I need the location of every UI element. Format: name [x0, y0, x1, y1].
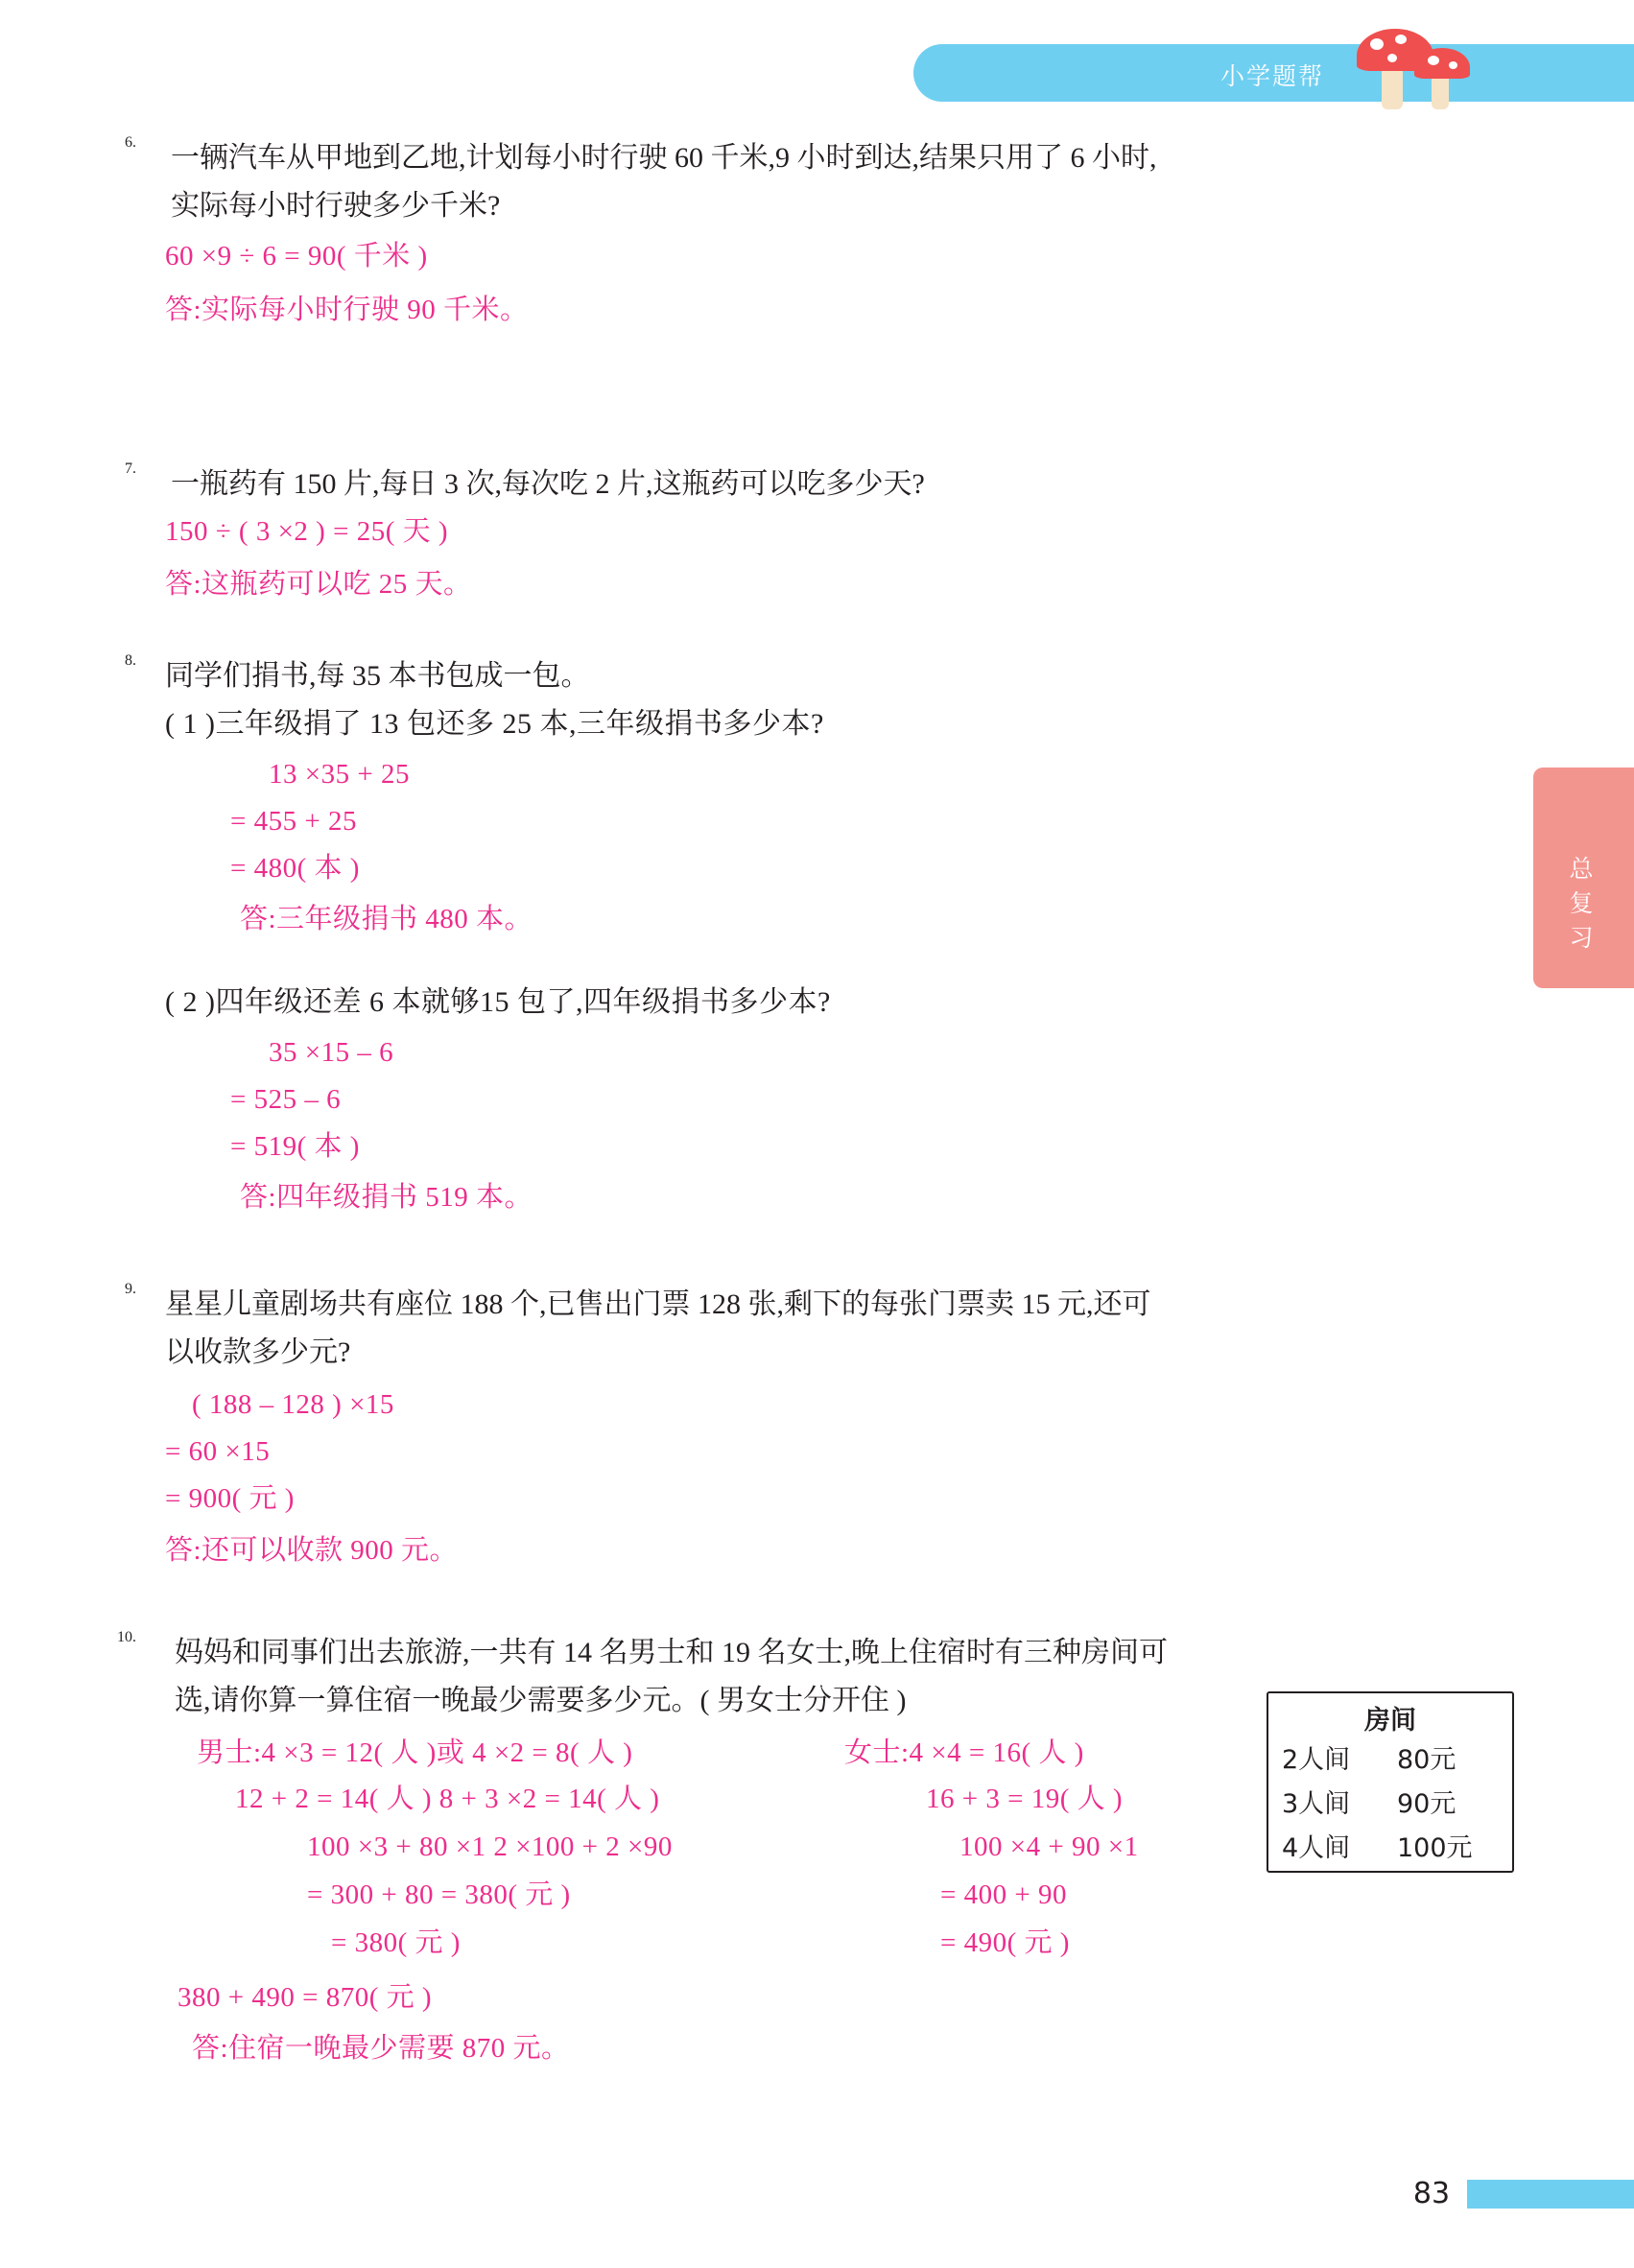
question-8-text: 同学们捐书,每 35 本书包成一包。 — [165, 660, 590, 692]
question-10-women-line-4: = 400 + 90 — [940, 1879, 1067, 1910]
question-10-text-line2: 选,请你算一算住宿一晚最少需要多少元。( 男女士分开住 ) — [175, 1685, 907, 1716]
question-7-solution-line-1: 150 ÷ ( 3 ×2 ) = 25( 天 ) — [165, 516, 449, 547]
room-type: 4人间 — [1282, 1833, 1351, 1863]
page-number: 83 — [1396, 2170, 1467, 2218]
room-table-title: 房间 — [1364, 1706, 1416, 1736]
question-6-solution-line-1: 60 ×9 ÷ 6 = 90( 千米 ) — [165, 241, 428, 272]
question-8-sub-2-answer: 答:四年级捐书 519 本。 — [240, 1182, 533, 1213]
question-9-text-line1: 星星儿童剧场共有座位 188 个,已售出门票 128 张,剩下的每张门票卖 15 元,还可 — [165, 1288, 1151, 1320]
question-10-total: 380 + 490 = 870( 元 ) — [178, 1982, 433, 2013]
question-6-answer: 答:实际每小时行驶 90 千米。 — [165, 295, 529, 325]
question-10-men-line-5: = 380( 元 ) — [331, 1927, 461, 1958]
question-7-text: 一瓶药有 150 片,每日 3 次,每次吃 2 片,这瓶药可以吃多少天? — [171, 468, 925, 500]
question-6-text-line2: 实际每小时行驶多少千米? — [171, 190, 501, 222]
question-6-number: 6. — [125, 134, 136, 151]
table-row — [1268, 1783, 1512, 1827]
question-8-sub-2-solution-line-1: 35 ×15 – 6 — [269, 1037, 394, 1068]
question-8-sub-2-solution-line-2: = 525 – 6 — [230, 1084, 342, 1115]
question-10-men-line-1: 男士:4 ×3 = 12( 人 )或 4 ×2 = 8( 人 ) — [197, 1737, 633, 1768]
question-8-sub-2-label: ( 2 )四年级还差 6 本就够15 包了,四年级捐书多少本? — [165, 986, 831, 1018]
question-8-sub-1-label: ( 1 )三年级捐了 13 包还多 25 本,三年级捐书多少本? — [165, 708, 824, 740]
question-9-number: 9. — [125, 1281, 136, 1297]
question-8-sub-1-solution-line-1: 13 ×35 + 25 — [269, 759, 410, 790]
question-10-women-line-2: 16 + 3 = 19( 人 ) — [926, 1784, 1124, 1814]
mushroom-icon — [1349, 21, 1503, 107]
question-8-number: 8. — [125, 652, 136, 669]
question-10-answer: 答:住宿一晚最少需要 870 元。 — [192, 2033, 570, 2064]
question-8-sub-1-solution-line-2: = 455 + 25 — [230, 806, 357, 837]
question-8-sub-1-solution-line-3: = 480( 本 ) — [230, 853, 360, 884]
question-9-answer: 答:还可以收款 900 元。 — [165, 1535, 459, 1566]
question-10-women-line-1: 女士:4 ×4 = 16( 人 ) — [844, 1737, 1084, 1768]
question-10-men-line-3: 100 ×3 + 80 ×1 2 ×100 + 2 ×90 — [307, 1831, 673, 1862]
table-row — [1268, 1827, 1512, 1871]
room-type: 2人间 — [1282, 1745, 1351, 1775]
question-7-number: 7. — [125, 461, 136, 477]
room-price: 80元 — [1397, 1745, 1456, 1775]
table-row — [1268, 1738, 1512, 1783]
question-10-number: 10. — [117, 1629, 136, 1645]
question-9-text-line2: 以收款多少元? — [165, 1336, 351, 1368]
question-8-sub-1-answer: 答:三年级捐书 480 本。 — [240, 904, 533, 934]
room-price: 100元 — [1397, 1833, 1473, 1863]
room-price-table — [1267, 1691, 1514, 1873]
question-9-solution-line-3: = 900( 元 ) — [165, 1483, 295, 1514]
question-8-sub-2-solution-line-3: = 519( 本 ) — [230, 1131, 360, 1162]
question-10-men-line-4: = 300 + 80 = 380( 元 ) — [307, 1879, 571, 1910]
room-type: 3人间 — [1282, 1789, 1351, 1819]
question-9-solution-line-1: ( 188 – 128 ) ×15 — [192, 1389, 394, 1420]
question-10-women-line-3: 100 ×4 + 90 ×1 — [959, 1831, 1139, 1862]
question-6-text-line1: 一辆汽车从甲地到乙地,计划每小时行驶 60 千米,9 小时到达,结果只用了 6 小时, — [171, 142, 1157, 174]
header-title: 小学题帮 — [1220, 62, 1325, 90]
question-10-women-line-5: = 490( 元 ) — [940, 1927, 1070, 1958]
question-9-solution-line-2: = 60 ×15 — [165, 1436, 271, 1467]
room-price: 90元 — [1397, 1789, 1456, 1819]
section-tab-label: 总复习 — [1569, 855, 1596, 952]
question-10-men-line-2: 12 + 2 = 14( 人 ) 8 + 3 ×2 = 14( 人 ) — [235, 1784, 660, 1814]
question-7-answer: 答:这瓶药可以吃 25 天。 — [165, 569, 472, 600]
question-10-text-line1: 妈妈和同事们出去旅游,一共有 14 名男士和 19 名女士,晚上住宿时有三种房间可 — [175, 1637, 1168, 1668]
